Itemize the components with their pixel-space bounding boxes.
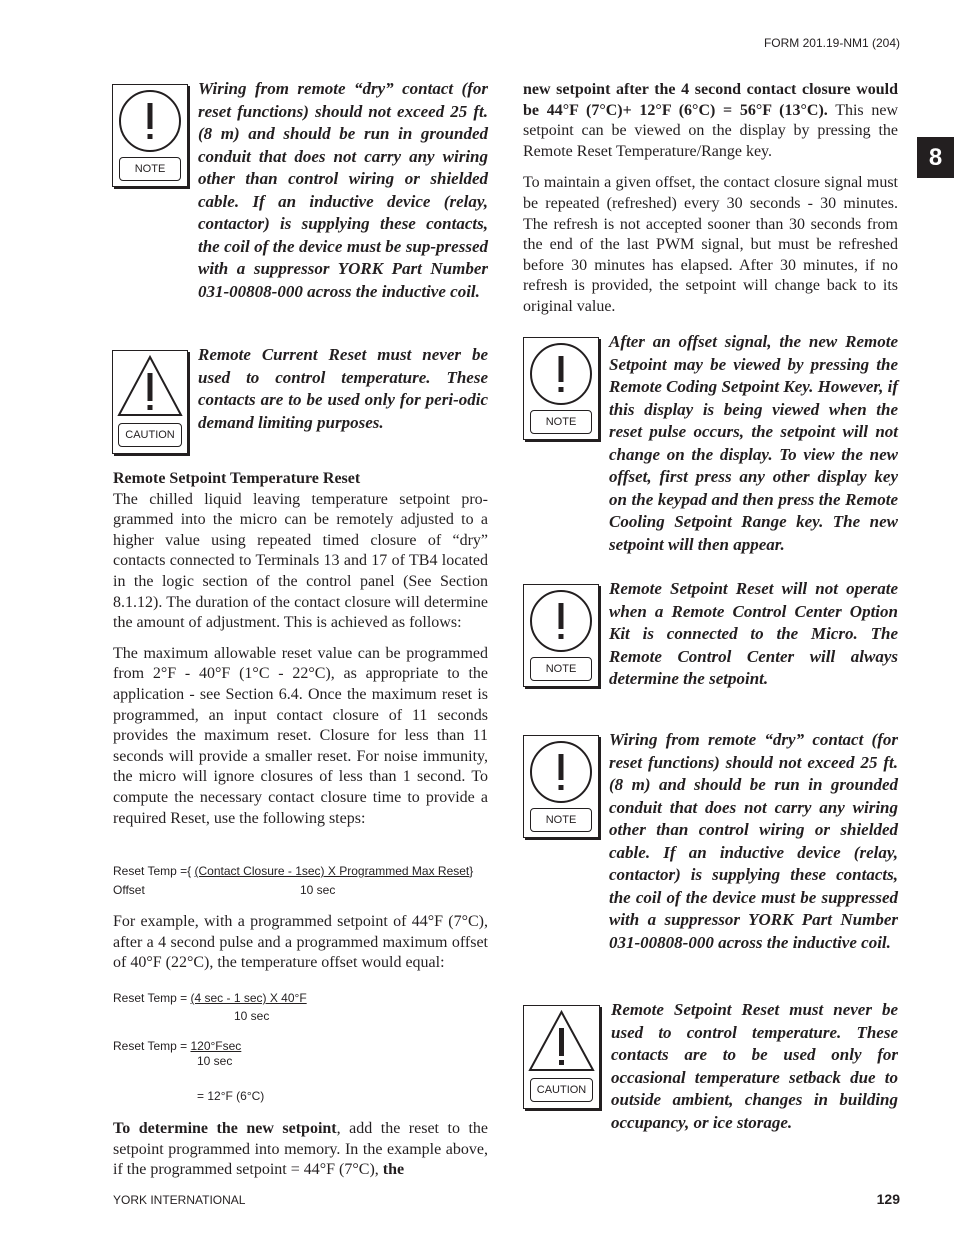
formula-example-1-denominator: 10 sec: [234, 1009, 270, 1023]
note-text: Wiring from remote “dry” contact (for reset functions) should not exceed 25 ft. (8 m) and should be run in grounded conduit that does not carry any wiring other than control wiring or shielded cable. If an inductive device (relay, contactor) is supplying these contacts, the coil of the device must be sup-pressed with a suppressor YORK Part Number 031-00808-000 across the inductive coil.: [198, 79, 488, 301]
formula-example-2-denominator: 10 sec: [197, 1054, 233, 1068]
example-paragraph: For example, with a programmed setpoint of 44°F (7°C), after a 4 second pulse and a programmed maximum offset of 40°F (22°C), the temperature offset would equal:: [113, 913, 488, 972]
note-label: NOTE: [530, 808, 592, 832]
note-icon: [523, 584, 599, 687]
caution-label: CAUTION: [118, 423, 182, 447]
paragraph: The chilled liquid leaving temperature setpoint pro-grammed into the micro can be remotely adjusted to a higher value using repeated timed closure of “dry” contacts connected to Terminals 13 and 17 of TB4 located in the logic section of the control panel (See Section 8.1.12). The duration of the contact closure will determine the amount of adjustment. This is achieved as follows:: [113, 490, 488, 632]
section-tab: 8: [917, 137, 954, 178]
formula-result: = 12°F (6°C): [197, 1089, 265, 1103]
note-icon: [112, 84, 188, 187]
left-column-body: [113, 469, 488, 829]
formula-example-1: Reset Temp = (4 sec - 1 sec) X 40°F: [113, 991, 307, 1005]
caution-icon: [523, 1005, 600, 1109]
note-label: NOTE: [530, 410, 592, 434]
note-icon: [523, 735, 599, 838]
page-number: 129: [876, 1191, 900, 1207]
formula-denominator: 10 sec: [300, 883, 336, 897]
right-column-body: new setpoint after the 4 second contact closure would be 44°F (7°C)+ 12°F (6°C) = 56°F (13°C). This new setpoint can be viewed on the display by pressing the Remote Reset Temperature/Range key. To maintain a given offset, the contact closure signal must be repeated (refreshed) every 30 seconds - 30 minutes. The refresh is not accepted sooner than 30 seconds from the end of the last PWM signal, but must be refreshed before 30 minutes has elapsed. After 30 minutes, if no refresh is provided, the setpoint will change back to its original value.: [523, 80, 898, 318]
note-icon: [523, 337, 599, 440]
new-setpoint-paragraph: To determine the new setpoint, add the reset to the setpoint programmed into memory. In the example above, if the programmed setpoint = 44°F (7°C), the: [113, 1120, 489, 1179]
paragraph: The maximum allowable reset value can be programmed from 2°F - 40°F (1°C - 22°C), as appropriate to the application - see Section 6.4. Once the maximum reset is programmed, an input contact closure of 11 seconds provides the maximum reset. Closure for less than 11 seconds will provide a smaller reset. For noise immunity, the micro will ignore closures of less than 1 second. To compute the necessary contact closure time to provide a required Reset, use the following steps:: [113, 644, 488, 827]
note-text: Wiring from remote “dry” contact (for reset functions) should not exceed 25 ft. (8 m) and should be run in grounded conduit that does not carry any wiring other than control wiring or shielded cable. If an inductive device (relay, contactor) is supplying these contacts, the coil of the device must be suppressed with a suppressor YORK Part Number 031-00808-000 across the inductive coil.: [609, 730, 898, 952]
caution-label: CAUTION: [530, 1078, 593, 1102]
note-text: After an offset signal, the new Remote Setpoint may be viewed by pressing the Remote Coding Setpoint Key. However, if this display is being viewed when the reset pulse occurs, the setpoint will not change on the display. To view the new offset, first press any other display key on the keypad and then press the Remote Cooling Setpoint Range key. The new setpoint will then appear.: [609, 332, 898, 554]
note-text: Remote Setpoint Reset will not operate when a Remote Control Center Option Kit is connected to the Micro. The Remote Control Center will always determine the setpoint.: [609, 579, 898, 688]
formula-offset-label: Offset: [113, 883, 145, 897]
caution-icon: [112, 350, 188, 454]
caution-text: Remote Setpoint Reset must never be used to control temperature. These contacts are to be used only for occasional temperature setback due to outside ambient, changes in building occupancy, or ice storage.: [611, 1000, 898, 1132]
form-number: FORM 201.19-NM1 (204): [763, 36, 900, 50]
paragraph: To maintain a given offset, the contact closure signal must be repeated (refreshed) every 30 seconds - 30 minutes. The refresh is not accepted sooner than 30 seconds from the end of the last PWM signal, but must be refreshed before 30 minutes has elapsed. After 30 minutes, if no refresh is provided, the setpoint will change back to its original value.: [523, 174, 898, 315]
formula-example-2: Reset Temp = 120°Fsec: [113, 1039, 242, 1053]
caution-text: Remote Current Reset must never be used to control temperature. These contacts are to be used only for peri-odic demand limiting purposes.: [198, 345, 488, 432]
formula-reset-temp: Reset Temp ={ (Contact Closure - 1sec) X Programmed Max Reset}: [113, 864, 474, 878]
section-heading: Remote Setpoint Temperature Reset: [113, 470, 361, 487]
note-label: NOTE: [530, 657, 592, 681]
note-label: NOTE: [119, 157, 181, 181]
footer-company: YORK INTERNATIONAL: [113, 1193, 246, 1207]
